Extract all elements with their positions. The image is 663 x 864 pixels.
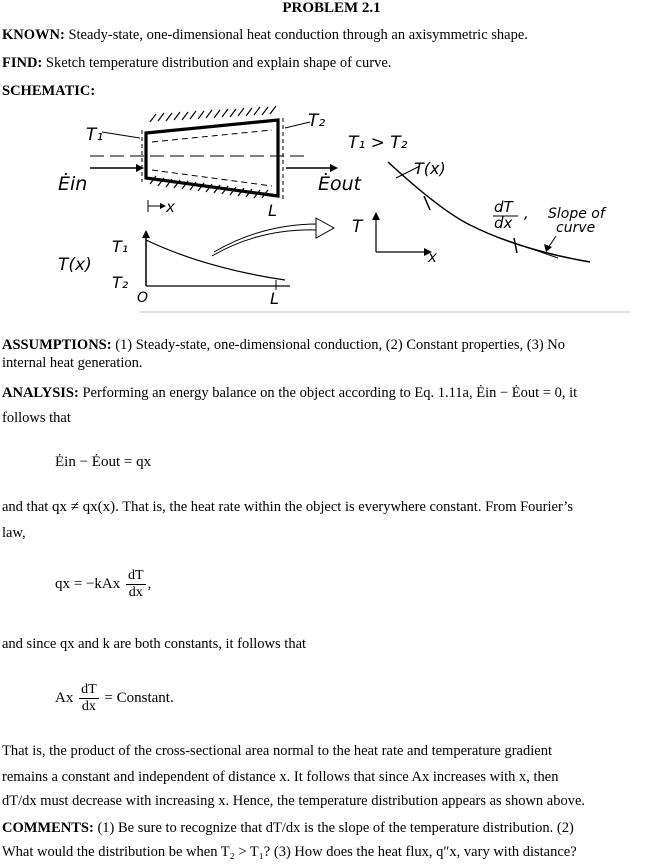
page-title: PROBLEM 2.1	[282, 0, 381, 16]
label-dx: dx	[494, 214, 513, 232]
constant-left: Ax	[55, 689, 74, 706]
analysis-para1: That is, the product of the cross-sectional area normal to the heat rate and temperature gradient	[2, 743, 552, 759]
condition-label: T₁ > T₂	[348, 133, 408, 153]
constant-right: = Constant.	[104, 689, 174, 706]
axis-T-label: T	[352, 217, 363, 237]
known-text: Steady-state, one-dimensional heat conduction through an axisymmetric shape.	[68, 27, 528, 43]
find-text: Sketch temperature distribution and explain shape of curve.	[45, 55, 392, 71]
label-tx: T(x)	[414, 159, 446, 178]
plot-L: L	[270, 289, 279, 308]
analysis-line1	[2, 385, 577, 402]
label-slope-of: Slope of	[548, 206, 605, 222]
label-t2: T₂	[308, 111, 326, 131]
fourier-fraction	[126, 568, 146, 601]
schematic-figure	[0, 100, 663, 315]
comments-text1: (1) Be sure to recognize that dT/dx is the slope of the temperature distribution. (2)	[97, 820, 574, 836]
constant-den: dx	[81, 699, 96, 714]
label-dt: dT	[494, 198, 513, 216]
known-label: KNOWN:	[2, 27, 65, 43]
assumptions-text1: (1) Steady-state, one-dimensional conduction, (2) Constant properties, (3) No	[115, 337, 565, 353]
plot-ylabel: T(x)	[58, 255, 92, 275]
find-label: FIND:	[2, 55, 43, 71]
assumptions-line2: internal heat generation.	[2, 355, 143, 371]
assumptions-line1	[2, 337, 565, 354]
analysis-text1: Performing an energy balance on the object according to Eq. 1.11a,	[82, 385, 473, 401]
label-e-out: Ėout	[318, 173, 362, 195]
analysis-line5: and since qx and k are both constants, it follows that	[2, 636, 307, 652]
fourier-num: dT	[128, 568, 144, 583]
assumptions-label: ASSUMPTIONS:	[2, 337, 112, 353]
label-t1: T₁	[86, 125, 104, 145]
analysis-text3a: and that	[2, 499, 49, 515]
analysis-line3	[2, 499, 573, 516]
fourier-left: qx = −kAx	[55, 575, 121, 592]
equation-energy-balance: Ėin − Ėout = qx	[55, 454, 152, 470]
analysis-para3: dT/dx must decrease with increasing x. Hence, the temperature distribution appears as shown above.	[2, 793, 586, 809]
plot-t2: T₂	[112, 273, 129, 292]
analysis-line4: law,	[2, 525, 26, 541]
label-L: L	[268, 201, 277, 220]
plot-t1: T₁	[112, 237, 129, 256]
axis-x-label: x	[428, 248, 437, 266]
fourier-tail: ,	[147, 575, 152, 592]
equation-constant	[55, 682, 174, 715]
analysis-text1-end: it	[569, 385, 578, 401]
analysis-eq-qx: qx ≠ qx(x).	[51, 499, 119, 515]
comments-label: COMMENTS:	[2, 820, 94, 836]
constant-num: dT	[81, 682, 97, 697]
known-line	[2, 27, 528, 44]
fourier-den: dx	[128, 585, 143, 600]
hatching-top	[150, 106, 276, 122]
analysis-eq-inline: Ėin − Ėout = 0,	[476, 385, 566, 401]
comments-line2: What would the distribution be when T₂ > T₁? (3) How does the heat flux, q″x, vary with distance?	[2, 844, 577, 860]
analysis-text3b: That is, the heat rate within the object is everywhere constant. From Fourier’s	[122, 499, 574, 515]
analysis-line2: follows that	[2, 410, 71, 426]
constant-fraction	[79, 682, 99, 715]
label-curve: curve	[556, 220, 596, 236]
plot-curve	[146, 240, 285, 280]
plot-origin: O	[137, 290, 149, 306]
label-e-in: Ėin	[58, 173, 88, 195]
find-line	[2, 55, 391, 72]
svg-text:,: ,	[524, 204, 529, 222]
analysis-para2: remains a constant and independent of distance x. It follows that since Ax increases with x, then	[2, 769, 559, 785]
label-x: x	[166, 198, 175, 216]
equation-fourier	[55, 568, 151, 601]
analysis-label: ANALYSIS:	[2, 385, 79, 401]
schematic-label: SCHEMATIC:	[2, 83, 96, 99]
comments-line1	[2, 820, 574, 837]
